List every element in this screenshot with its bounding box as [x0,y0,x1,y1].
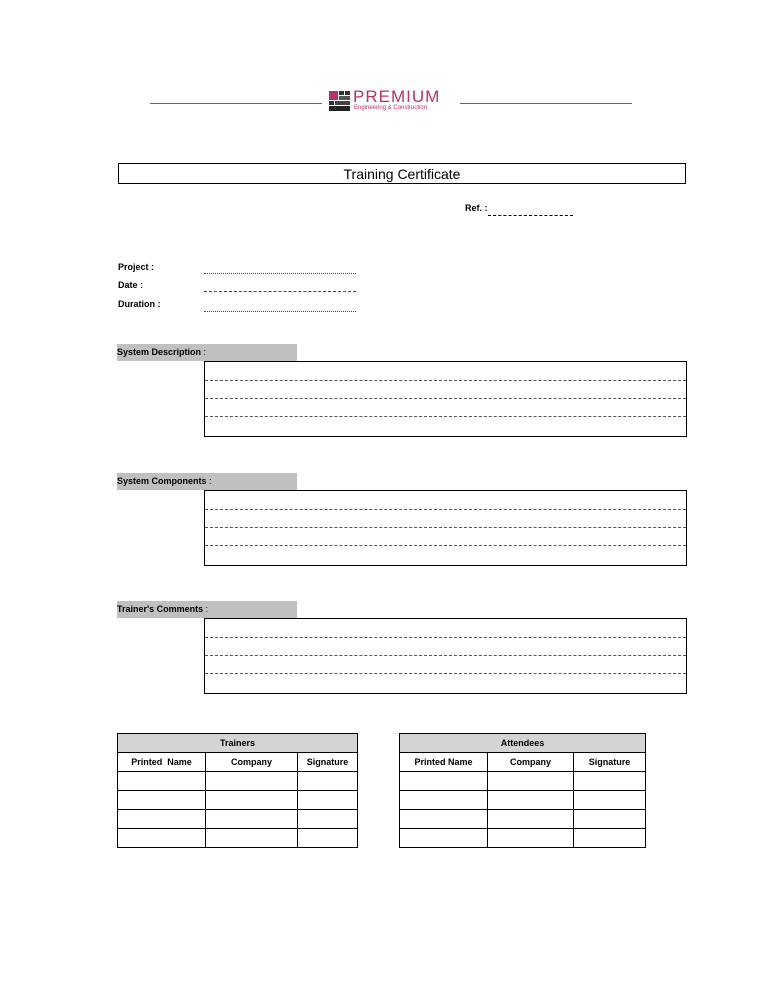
attendees-table-title: Attendees [400,734,646,753]
table-row [400,810,646,829]
system-components-heading [117,473,297,490]
ref-label: Ref. : [465,203,488,213]
section-colon: : [201,347,207,357]
table-cell[interactable] [118,810,206,829]
column-header-printed-name: Printed Name [118,753,206,772]
ref-entry-line[interactable] [488,215,573,216]
section-colon: : [206,476,212,486]
table-cell[interactable] [488,810,574,829]
system-description-heading [117,344,297,361]
table-row [118,829,358,848]
column-header-company: Company [488,753,574,772]
table-row [118,791,358,810]
system-components-box[interactable] [204,490,687,566]
header-rule-left [150,103,322,104]
table-cell[interactable] [206,791,298,810]
table-row [400,772,646,791]
table-cell[interactable] [488,791,574,810]
header-rule-right [460,103,632,104]
system-description-box[interactable] [204,361,687,437]
column-header-company: Company [206,753,298,772]
table-row [400,791,646,810]
table-cell[interactable] [574,791,646,810]
table-cell[interactable] [206,772,298,791]
section-colon: : [203,604,209,614]
section-label: System Components [117,476,207,486]
attendees-table [399,733,646,848]
table-cell[interactable] [400,810,488,829]
project-label: Project : [118,262,155,272]
certificate-title: Training Certificate [118,163,686,184]
table-cell[interactable] [400,772,488,791]
section-label: Trainer's Comments [117,604,204,614]
logo-wordmark: PREMIUM [353,87,441,106]
table-cell[interactable] [574,810,646,829]
table-cell[interactable] [400,791,488,810]
duration-entry-line[interactable] [204,311,356,312]
table-cell[interactable] [488,829,574,848]
table-cell[interactable] [400,829,488,848]
table-cell[interactable] [206,810,298,829]
trainers-table [117,733,358,848]
trainers-comments-heading [117,601,297,618]
column-header-signature: Signature [298,753,358,772]
table-cell[interactable] [118,791,206,810]
logo-tagline: Engineering & Construction [354,105,428,111]
company-logo [329,87,453,112]
table-cell[interactable] [488,772,574,791]
table-cell[interactable] [298,791,358,810]
table-cell[interactable] [298,829,358,848]
table-row [400,829,646,848]
table-row [118,772,358,791]
section-label: System Description [117,347,202,357]
date-label: Date : [118,280,144,290]
table-cell[interactable] [298,810,358,829]
trainers-comments-box[interactable] [204,618,687,694]
column-header-printed-name: Printed Name [400,753,488,772]
table-cell[interactable] [574,829,646,848]
table-cell[interactable] [574,772,646,791]
trainers-table-title: Trainers [118,734,358,753]
column-header-signature: Signature [574,753,646,772]
logo-grid-icon [329,91,350,111]
project-entry-line[interactable] [204,273,356,274]
table-cell[interactable] [206,829,298,848]
table-cell[interactable] [118,829,206,848]
table-cell[interactable] [118,772,206,791]
date-entry-line[interactable] [204,291,356,292]
table-cell[interactable] [298,772,358,791]
table-row [118,810,358,829]
duration-label: Duration : [118,299,161,309]
